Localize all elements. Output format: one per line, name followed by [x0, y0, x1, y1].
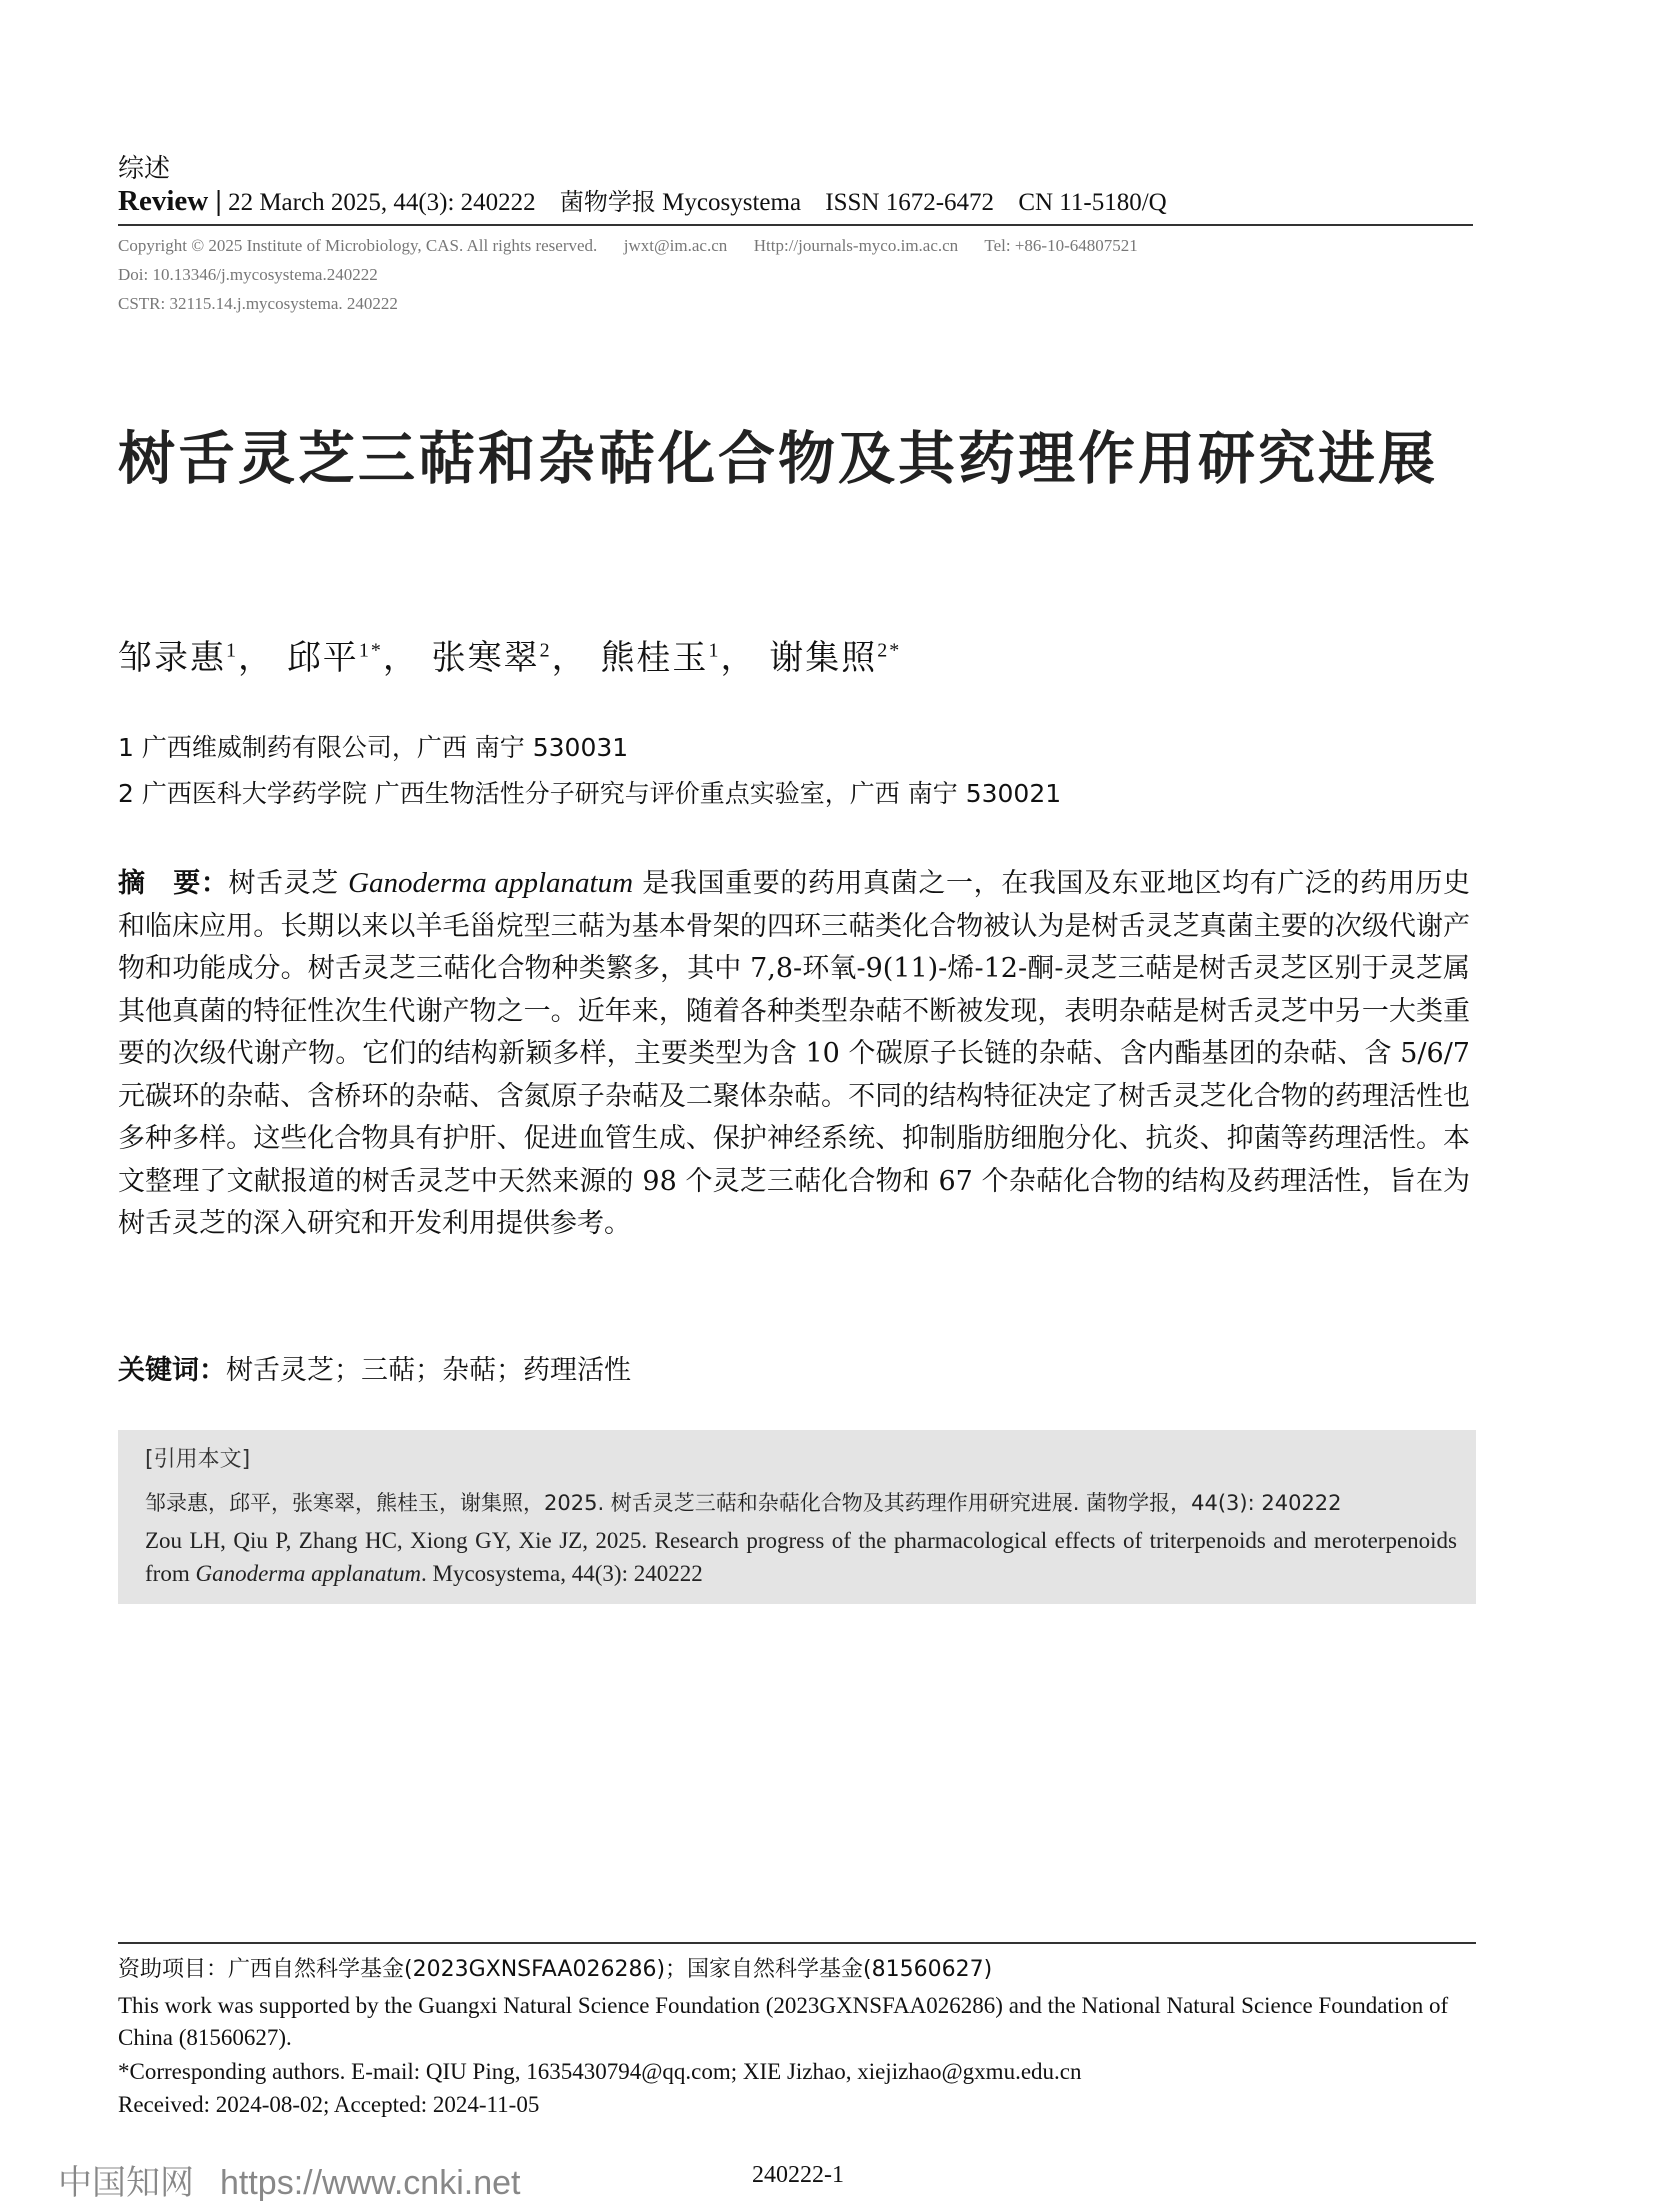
abstract: [118, 862, 1470, 1246]
citation-en-text: . Mycosystema, 44(3): 240222: [421, 1561, 703, 1586]
journal-email[interactable]: jwxt@im.ac.cn: [623, 236, 728, 255]
article-title: 树舌灵芝三萜和杂萜化合物及其药理作用研究进展: [118, 426, 1438, 492]
header-rule: [118, 224, 1473, 226]
section-label: 综述: [118, 154, 171, 184]
journal-tel: Tel: +86-10-64807521: [984, 236, 1138, 255]
funding-en: This work was supported by the Guangxi Natural Science Foundation (2023GXNSFAA026286) and the National Natural Science Foundation of China (81560627).: [118, 1993, 1449, 2050]
copyright: Copyright © 2025 Institute of Microbiology, CAS. All rights reserved.: [118, 236, 598, 255]
author-name: 谢集照: [769, 638, 878, 678]
abstract-label: 摘 要：: [118, 868, 229, 899]
journal-name-cn: 菌物学报: [559, 188, 656, 216]
keywords-text: 树舌灵芝；三萜；杂萜；药理活性: [226, 1355, 631, 1386]
species-name: Ganoderma applanatum: [348, 867, 634, 899]
author-affil-mark: 1: [708, 639, 721, 662]
author-name: 邹录惠: [118, 638, 226, 678]
journal-website[interactable]: Http://journals-myco.im.ac.cn: [753, 236, 959, 255]
copyright-line: [118, 236, 1138, 256]
keywords: [118, 1348, 631, 1387]
citation-label: [引用本文]: [145, 1447, 251, 1472]
cnki-name: 中国知网: [58, 2163, 194, 2203]
author-affil-mark: 2*: [877, 639, 902, 662]
keywords-label: 关键词：: [118, 1355, 226, 1386]
date-issue: 22 March 2025, 44(3): 240222: [228, 189, 536, 216]
received-accepted: Received: 2024-08-02; Accepted: 2024-11-05: [118, 2092, 540, 2117]
citation-en-text: Zou LH, Qiu P, Zhang HC, Xiong GY, Xie JZ, 2025. Research progress of the pharmacological effects of triterpenoids and meroterpenoids from: [145, 1528, 1457, 1586]
author-name: 邱平: [286, 638, 359, 678]
affiliation-2: 2 广西医科大学药学院 广西生物活性分子研究与评价重点实验室，广西 南宁 530021: [118, 779, 1062, 808]
author-affil-mark: 1*: [358, 639, 383, 662]
cn-number: CN 11-5180/Q: [1018, 189, 1167, 216]
corresponding-authors: *Corresponding authors. E-mail: QIU Ping, 1635430794@qq.com; XIE Jizhao, xiejizhao@gxmu.edu.cn: [118, 2059, 1082, 2084]
author-affil-mark: 2: [539, 639, 552, 662]
species-name: Ganoderma applanatum: [195, 1561, 421, 1586]
funding-zh: 资助项目：广西自然科学基金(2023GXNSFAA026286)；国家自然科学基金(81560627): [118, 1957, 993, 1982]
cnki-url[interactable]: https://www.cnki.net: [220, 2164, 521, 2202]
footnote-rule: [118, 1942, 1476, 1944]
journal-header: [118, 182, 1167, 218]
page-number: 240222-1: [752, 2162, 844, 2188]
author-name: 熊桂玉: [600, 638, 709, 678]
author-affil-mark: 1: [226, 639, 238, 662]
issn: ISSN 1672-6472: [825, 189, 995, 216]
review-label: Review |: [118, 185, 222, 217]
citation-en: [145, 1524, 1457, 1590]
citation-zh: 邹录惠，邱平，张寒翠，熊桂玉，谢集照，2025. 树舌灵芝三萜和杂萜化合物及其药理作用研究进展. 菌物学报，44(3): 240222: [145, 1491, 1342, 1515]
cstr: CSTR: 32115.14.j.mycosystema. 240222: [118, 294, 398, 313]
doi: Doi: 10.13346/j.mycosystema.240222: [118, 265, 378, 284]
author-name: 张寒翠: [431, 638, 540, 678]
affiliation-1: 1 广西维威制药有限公司，广西 南宁 530031: [118, 733, 629, 762]
abstract-text: 树舌灵芝: [228, 868, 349, 899]
author-list: 邹录惠$^1$， 邱平$^{1*}$， 张寒翠$^2$， 熊桂玉$^1$， 谢集照$^{2*}$: [118, 638, 902, 678]
cnki-watermark: [58, 2155, 520, 2204]
abstract-text: 是我国重要的药用真菌之一，在我国及东亚地区均有广泛的药用历史和临床应用。长期以来以羊毛甾烷型三萜为基本骨架的四环三萜类化合物被认为是树舌灵芝真菌主要的次级代谢产物和功能成分。树舌灵芝三萜化合物种类繁多，其中 7,8-环氧-9(11)-烯-12-酮-灵芝三萜是树舌灵芝区别于灵芝属其他真菌的特征性次生代谢产物之一。近年来，随着各种类型杂萜不断被发现，表明杂萜是树舌灵芝中另一大类重要的次级代谢产物。它们的结构新颖多样，主要类型为含 10 个碳原子长链的杂萜、含内酯基团的杂萜、含 5/6/7 元碳环的杂萜、含桥环的杂萜、含氮原子杂萜及二聚体杂萜。不同的结构特征决定了树舌灵芝化合物的药理活性也多种多样。这些化合物具有护肝、促进血管生成、保护神经系统、抑制脂肪细胞分化、抗炎、抑菌等药理活性。本文整理了文献报道的树舌灵芝中天然来源的 98 个灵芝三萜化合物和 67 个杂萜化合物的结构及药理活性，旨在为树舌灵芝的深入研究和开发利用提供参考。: [118, 868, 1470, 1239]
journal-name-en: Mycosystema: [662, 189, 802, 216]
